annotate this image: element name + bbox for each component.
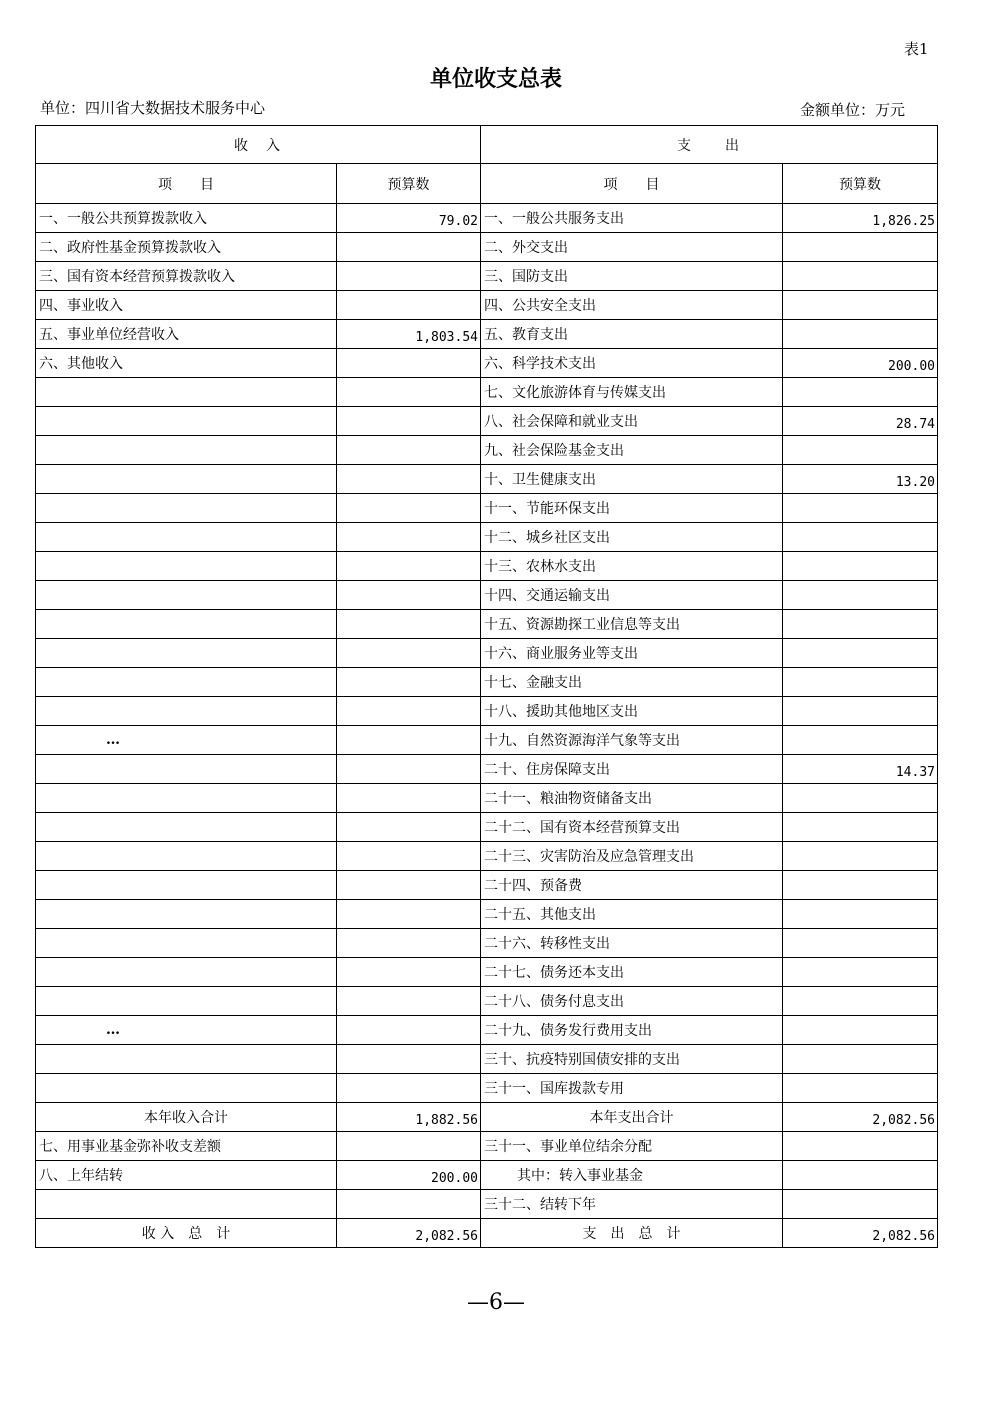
table-row [36,436,938,465]
expense-amount [783,1132,938,1161]
table-row [36,958,938,987]
table-row [36,1132,938,1161]
table-row [36,871,938,900]
expense-amount: 1,826.25 [783,204,938,233]
expense-item: 四、公共安全支出 [481,291,783,320]
expense-item: 十二、城乡社区支出 [481,523,783,552]
expense-amount [783,494,938,523]
income-item: 三、国有资本经营预算拨款收入 [36,262,337,291]
table-row [36,987,938,1016]
expense-item: 其中：转入事业基金 [481,1161,783,1190]
income-amount [337,523,481,552]
expense-total-label: 支 出 总 计 [481,1219,783,1248]
expense-amount [783,262,938,291]
expense-item: 十五、资源勘探工业信息等支出 [481,610,783,639]
income-item [36,900,337,929]
table-row [36,262,938,291]
expense-amount [783,784,938,813]
expense-amount [783,523,938,552]
expense-amount [783,581,938,610]
expense-amount [783,987,938,1016]
expense-amount [783,900,938,929]
income-item [36,1074,337,1103]
table-row [36,378,938,407]
income-item [36,842,337,871]
income-item: 二、政府性基金预算拨款收入 [36,233,337,262]
expense-amount [783,958,938,987]
table-row [36,813,938,842]
expense-subtotal-amount: 2,082.56 [783,1103,938,1132]
table-row [36,610,938,639]
income-item [36,610,337,639]
budget-summary-table [35,125,938,1248]
income-item: 八、上年结转 [36,1161,337,1190]
income-amount [337,1074,481,1103]
expense-item: 七、文化旅游体育与传媒支出 [481,378,783,407]
table-row [36,523,938,552]
page-title: 单位收支总表 [429,67,562,92]
income-item [36,784,337,813]
table-row [36,1045,938,1074]
table-row [36,668,938,697]
table-row [36,900,938,929]
income-item: 五、事业单位经营收入 [36,320,337,349]
income-item: 四、事业收入 [36,291,337,320]
income-amount [337,436,481,465]
income-item [36,581,337,610]
expense-amount [783,1161,938,1190]
subtotal-row [36,1103,938,1132]
income-amount [337,842,481,871]
expense-item-header: 项 目 [481,164,783,204]
table-row [36,233,938,262]
expense-amount: 13.20 [783,465,938,494]
income-amount: 1,803.54 [337,320,481,349]
income-amount [337,291,481,320]
expense-item: 二十四、预备费 [481,871,783,900]
income-amount [337,929,481,958]
expense-budget-header: 预算数 [783,164,938,204]
expense-item: 二十九、债务发行费用支出 [481,1016,783,1045]
table-row [36,494,938,523]
expense-item: 十八、援助其他地区支出 [481,697,783,726]
table-row [36,407,938,436]
income-total-label: 收 入 总 计 [36,1219,337,1248]
expense-amount [783,233,938,262]
expense-amount [783,726,938,755]
expense-item: 十七、金融支出 [481,668,783,697]
income-item [36,465,337,494]
table-row [36,291,938,320]
income-item [36,958,337,987]
expense-item: 二十八、债务付息支出 [481,987,783,1016]
income-item [36,987,337,1016]
expense-amount [783,436,938,465]
income-total-amount: 2,082.56 [337,1219,481,1248]
table-number: 表1 [904,40,929,58]
income-budget-header: 预算数 [337,164,481,204]
income-item [36,494,337,523]
income-item [36,697,337,726]
table-row [36,1161,938,1190]
expense-item: 二十二、国有资本经营预算支出 [481,813,783,842]
expense-item: 十三、农林水支出 [481,552,783,581]
income-amount [337,378,481,407]
expense-item: 二十、住房保障支出 [481,755,783,784]
income-amount [337,871,481,900]
expense-subtotal-label: 本年支出合计 [481,1103,783,1132]
table-row [36,697,938,726]
expense-item: 三、国防支出 [481,262,783,291]
income-item [36,1045,337,1074]
income-item [36,436,337,465]
income-amount [337,987,481,1016]
expense-item: 三十、抗疫特别国债安排的支出 [481,1045,783,1074]
expense-amount: 14.37 [783,755,938,784]
table-row [36,784,938,813]
income-item [36,378,337,407]
income-amount [337,1132,481,1161]
table-row [36,1016,938,1045]
income-item [36,639,337,668]
table-row [36,349,938,378]
table-row [36,1074,938,1103]
expense-item: 十一、节能环保支出 [481,494,783,523]
expense-amount [783,320,938,349]
income-item [36,929,337,958]
income-item [36,755,337,784]
income-amount [337,755,481,784]
expense-amount [783,1190,938,1219]
table-row [36,552,938,581]
expense-section-header: 支 出 [481,126,938,164]
expense-amount: 28.74 [783,407,938,436]
table-row [36,755,938,784]
income-amount [337,668,481,697]
income-amount [337,465,481,494]
income-item: … [36,1016,337,1045]
expense-item: 九、社会保险基金支出 [481,436,783,465]
expense-amount [783,1016,938,1045]
expense-item: 二十五、其他支出 [481,900,783,929]
expense-item: 十四、交通运输支出 [481,581,783,610]
expense-item: 十、卫生健康支出 [481,465,783,494]
table-row [36,465,938,494]
income-item [36,523,337,552]
currency-unit: 金额单位：万元 [800,101,906,119]
income-item [36,668,337,697]
table-row [36,726,938,755]
income-subtotal-label: 本年收入合计 [36,1103,337,1132]
income-section-header: 收 入 [36,126,481,164]
income-amount [337,958,481,987]
expense-item: 二十七、债务还本支出 [481,958,783,987]
expense-amount [783,552,938,581]
expense-amount: 200.00 [783,349,938,378]
income-item [36,871,337,900]
income-amount [337,726,481,755]
table-row [36,581,938,610]
expense-amount [783,610,938,639]
income-amount [337,1016,481,1045]
income-amount [337,349,481,378]
expense-amount [783,871,938,900]
table-row [36,320,938,349]
expense-amount [783,378,938,407]
expense-item: 三十一、国库拨款专用 [481,1074,783,1103]
page-number: —6— [467,1290,525,1315]
income-amount [337,639,481,668]
income-item: 七、用事业基金弥补收支差额 [36,1132,337,1161]
table-row [36,842,938,871]
expense-amount [783,639,938,668]
expense-amount [783,697,938,726]
expense-item: 二、外交支出 [481,233,783,262]
expense-total-amount: 2,082.56 [783,1219,938,1248]
section-header-row [36,126,938,164]
expense-item: 三十一、事业单位结余分配 [481,1132,783,1161]
income-amount [337,813,481,842]
income-item-header: 项 目 [36,164,337,204]
income-amount [337,900,481,929]
expense-amount [783,842,938,871]
income-amount [337,1045,481,1074]
expense-amount [783,1045,938,1074]
expense-item: 三十二、结转下年 [481,1190,783,1219]
income-amount: 200.00 [337,1161,481,1190]
expense-item: 十六、商业服务业等支出 [481,639,783,668]
income-amount [337,697,481,726]
income-item [36,813,337,842]
expense-item: 六、科学技术支出 [481,349,783,378]
income-amount [337,233,481,262]
expense-amount [783,929,938,958]
expense-item: 八、社会保障和就业支出 [481,407,783,436]
income-amount [337,784,481,813]
income-item: 一、一般公共预算拨款收入 [36,204,337,233]
column-header-row [36,164,938,204]
income-subtotal-amount: 1,882.56 [337,1103,481,1132]
income-amount [337,1190,481,1219]
income-item: 六、其他收入 [36,349,337,378]
income-amount [337,552,481,581]
income-amount [337,407,481,436]
expense-amount [783,291,938,320]
expense-item: 二十一、粮油物资储备支出 [481,784,783,813]
income-item [36,407,337,436]
table-row [36,639,938,668]
income-amount [337,262,481,291]
income-amount [337,610,481,639]
expense-amount [783,813,938,842]
expense-amount [783,668,938,697]
income-amount: 79.02 [337,204,481,233]
table-row [36,1190,938,1219]
expense-item: 一、一般公共服务支出 [481,204,783,233]
income-item [36,1190,337,1219]
income-item [36,552,337,581]
expense-item: 十九、自然资源海洋气象等支出 [481,726,783,755]
expense-amount [783,1074,938,1103]
income-amount [337,494,481,523]
expense-item: 五、教育支出 [481,320,783,349]
income-item: … [36,726,337,755]
table-row [36,204,938,233]
unit-name: 单位：四川省大数据技术服务中心 [40,99,266,117]
total-row [36,1219,938,1248]
expense-item: 二十六、转移性支出 [481,929,783,958]
income-amount [337,581,481,610]
expense-item: 二十三、灾害防治及应急管理支出 [481,842,783,871]
table-row [36,929,938,958]
